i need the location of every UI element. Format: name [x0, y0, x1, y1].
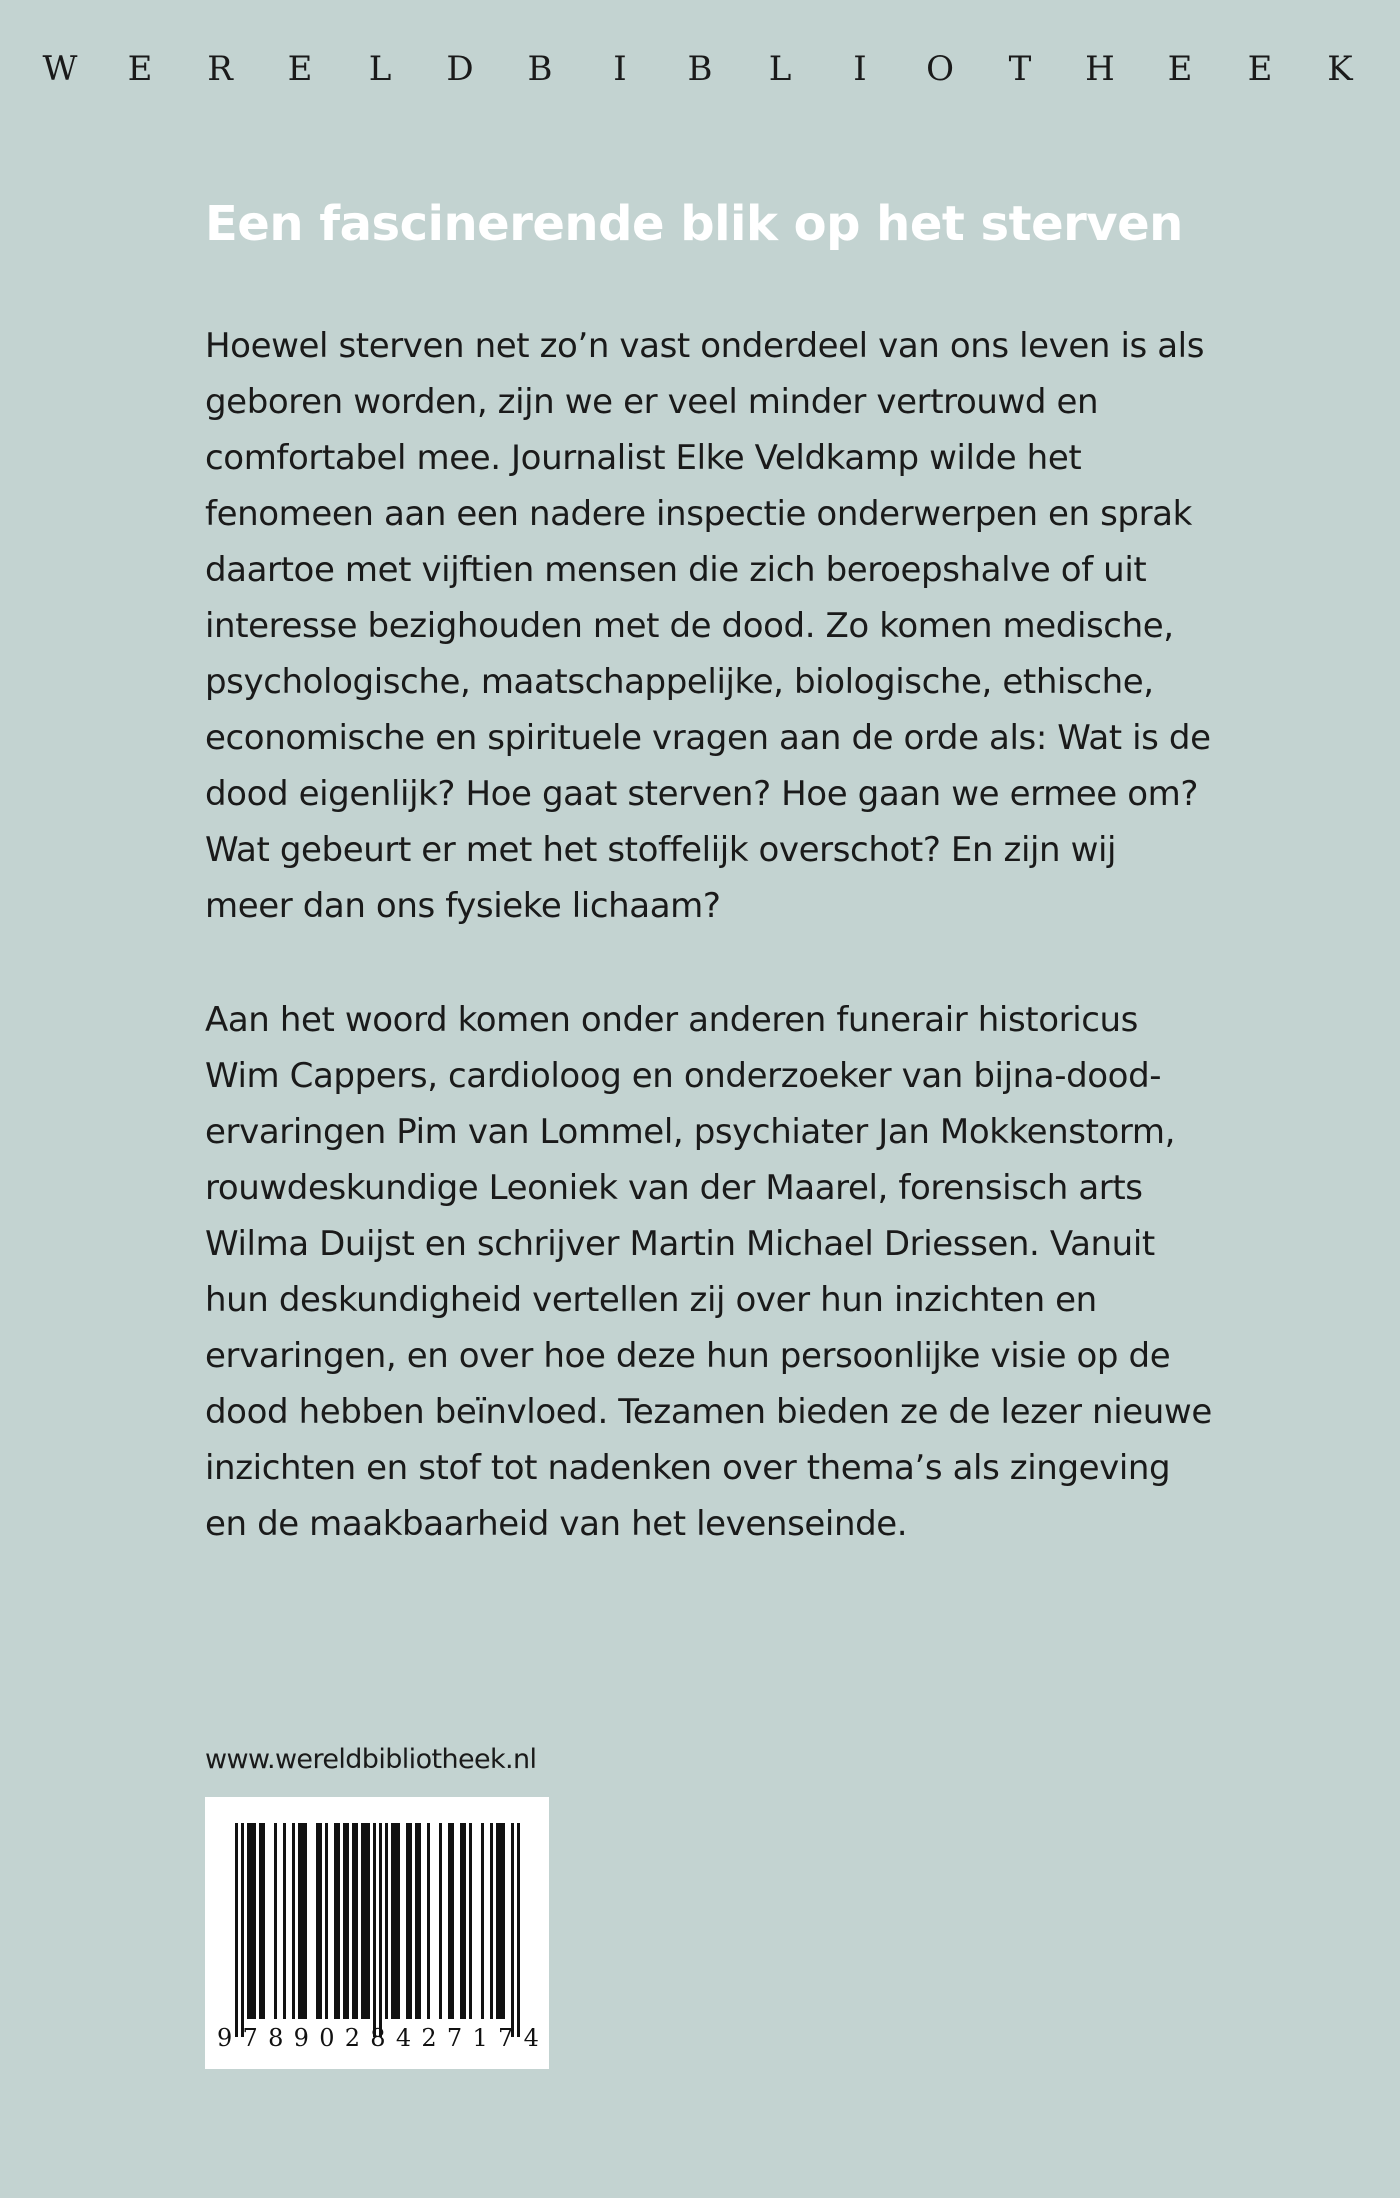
barcode-bar	[274, 1823, 277, 2019]
publisher-letter: T	[1008, 49, 1032, 89]
paragraph-line: Wat gebeurt er met het stoffelijk overschot? En zijn wij	[205, 830, 1117, 870]
publisher-letter: W	[42, 49, 78, 89]
barcode-bar	[460, 1823, 466, 2019]
barcode-guard-bar	[235, 1823, 238, 2037]
barcode-bar	[490, 1823, 493, 2019]
paragraph-line: Hoewel sterven net zo’n vast onderdeel van ons leven is als	[205, 326, 1205, 366]
barcode-bar	[325, 1823, 328, 2019]
barcode-digit: 7	[498, 2024, 514, 2052]
barcode-bar	[352, 1823, 358, 2019]
publisher-name	[40, 49, 1360, 89]
paragraph-line: dood eigenlijk? Hoe gaat sterven? Hoe gaan we ermee om?	[205, 774, 1199, 814]
paragraph-line: Wilma Duijst en schrijver Martin Michael Driessen. Vanuit	[205, 1224, 1155, 1264]
barcode-digit: 2	[344, 2024, 361, 2052]
publisher-website: www.wereldbibliotheek.nl	[205, 1744, 537, 1775]
publisher-letter: O	[926, 49, 954, 89]
barcode-bar	[496, 1823, 505, 2019]
paragraph-line: hun deskundigheid vertellen zij over hun inzichten en	[205, 1280, 1097, 1320]
barcode-digit: 1	[472, 2024, 488, 2052]
publisher-letter: I	[853, 49, 867, 89]
contributors-paragraph	[205, 992, 1212, 1552]
barcode-digit: 7	[446, 2024, 463, 2052]
paragraph-line: dood hebben beïnvloed. Tezamen bieden ze de lezer nieuwe	[205, 1392, 1212, 1432]
publisher-letter: L	[368, 49, 392, 89]
publisher-letter: L	[768, 49, 792, 89]
publisher-letter: I	[613, 49, 627, 89]
paragraph-line: en de maakbaarheid van het levenseinde.	[205, 1504, 908, 1544]
barcode-digit: 0	[319, 2024, 335, 2052]
barcode-bar	[361, 1823, 370, 2019]
paragraph-line: meer dan ons fysieke lichaam?	[205, 886, 721, 926]
paragraph-line: daartoe met vijftien mensen die zich beroepshalve of uit	[205, 550, 1147, 590]
barcode-digit: 8	[268, 2024, 284, 2052]
barcode-guard-bar	[511, 1823, 514, 2037]
isbn-barcode	[205, 1797, 549, 2069]
barcode-bar	[481, 1823, 484, 2019]
barcode-guard-bar	[379, 1823, 382, 2037]
publisher-letter: E	[127, 49, 153, 89]
barcode-guard-bar	[517, 1823, 520, 2037]
barcode-guard-bar	[241, 1823, 244, 2037]
barcode-bar	[292, 1823, 295, 2019]
paragraph-line: inzichten en stof tot nadenken over thema’s als zingeving	[205, 1448, 1171, 1488]
barcode-digit: 9	[217, 2024, 233, 2052]
barcode-bar	[247, 1823, 256, 2019]
barcode-digit: 2	[421, 2024, 437, 2052]
paragraph-line: Aan het woord komen onder anderen funerair historicus	[205, 1000, 1138, 1040]
barcode-guard-bar	[373, 1823, 376, 2037]
barcode-bar	[439, 1823, 442, 2019]
paragraph-line: ervaringen, en over hoe deze hun persoonlijke visie op de	[205, 1336, 1171, 1376]
paragraph-line: fenomeen aan een nadere inspectie onderwerpen en sprak	[205, 494, 1192, 534]
barcode-bar	[448, 1823, 454, 2019]
barcode-bar	[343, 1823, 349, 2019]
barcode-digit: 9	[293, 2024, 309, 2052]
publisher-letter: E	[1247, 49, 1273, 89]
barcode-bar	[283, 1823, 286, 2019]
barcode-digits	[217, 2024, 539, 2052]
headline: Een fascinerende blik op het sterven	[205, 196, 1183, 252]
barcode-digit: 7	[242, 2024, 258, 2052]
publisher-letter: D	[446, 49, 474, 89]
paragraph-line: interesse bezighouden met de dood. Zo komen medische,	[205, 606, 1174, 646]
publisher-letter: E	[1167, 49, 1193, 89]
paragraph-line: economische en spirituele vragen aan de orde als: Wat is de	[205, 718, 1211, 758]
barcode-bar	[259, 1823, 265, 2019]
barcode-bar	[334, 1823, 340, 2019]
barcode-bar	[316, 1823, 322, 2019]
barcode-bar	[415, 1823, 421, 2019]
barcode-digit: 4	[523, 2024, 539, 2052]
barcode-digit: 4	[395, 2024, 412, 2052]
publisher-letter: K	[1327, 49, 1353, 89]
paragraph-line: Wim Cappers, cardioloog en onderzoeker van bijna-dood-	[205, 1056, 1162, 1096]
barcode-digit: 8	[370, 2024, 386, 2052]
publisher-letter: B	[527, 49, 553, 89]
barcode-bar	[469, 1823, 472, 2019]
paragraph-line: comfortabel mee. Journalist Elke Veldkamp wilde het	[205, 438, 1082, 478]
barcode-bar	[427, 1823, 430, 2019]
publisher-letter: E	[287, 49, 313, 89]
publisher-letter: H	[1085, 49, 1115, 89]
publisher-letter: B	[687, 49, 713, 89]
paragraph-line: ervaringen Pim van Lommel, psychiater Jan Mokkenstorm,	[205, 1112, 1176, 1152]
barcode-bar	[385, 1823, 388, 2019]
barcode-bar	[391, 1823, 400, 2019]
paragraph-line: psychologische, maatschappelijke, biologische, ethische,	[205, 662, 1154, 702]
description-paragraph	[205, 318, 1211, 934]
publisher-letter: R	[207, 49, 233, 89]
paragraph-line: geboren worden, zijn we er veel minder vertrouwd en	[205, 382, 1099, 422]
paragraph-line: rouwdeskundige Leoniek van der Maarel, forensisch arts	[205, 1168, 1143, 1208]
barcode-bar	[298, 1823, 307, 2019]
barcode-bar	[406, 1823, 412, 2019]
